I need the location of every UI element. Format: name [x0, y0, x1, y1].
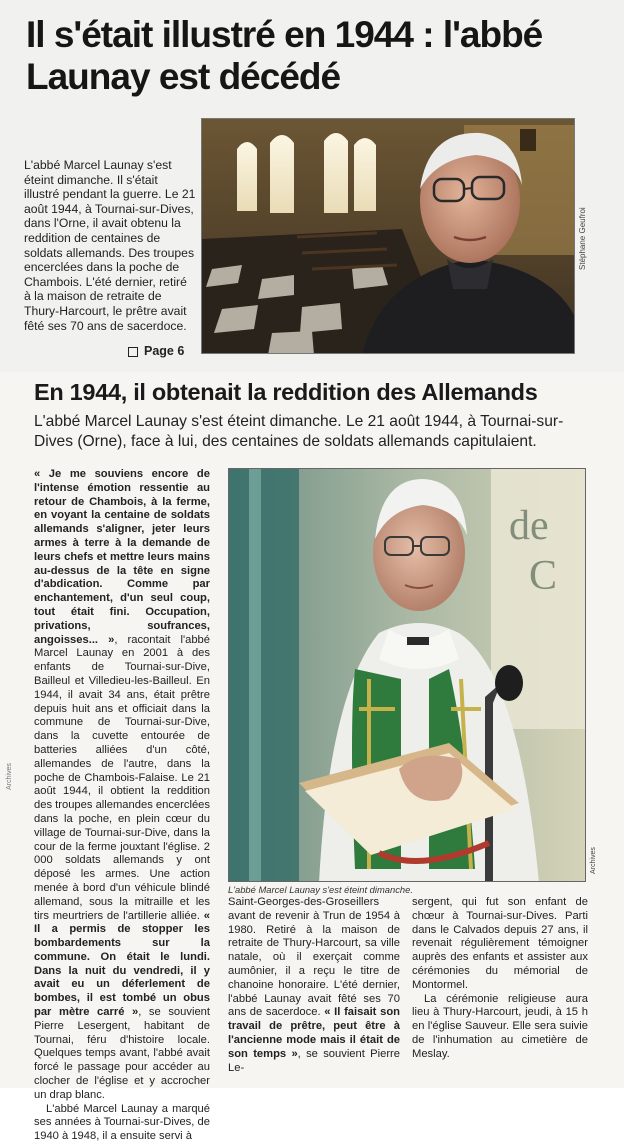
column-2-text-1: Saint-Georges-des-Groseillers avant de revenir à Trun de 1954 à 1980. Retiré à la maison de retraite de Thury-Harcourt, sa ville natale, où il exerçait comme aumônier, il a reçu le titre de chanoine honoraire. L'été dernier, l'abbé Launay avait fêté ses 70 ans de sacerdoce.: [228, 896, 400, 1019]
column-1-paragraph-2: L'abbé Marcel Launay a marqué ses années à Tournai-sur-Dives, de 1940 à 1948, il a ensuite servi à: [34, 1102, 210, 1143]
intro-paragraph: L'abbé Marcel Launay s'est éteint dimanche. Il s'était illustré pendant la guerre. Le 21 août 1944, à Tournai-sur-Dives, dans l'Orne, il avait obtenu la reddition de centaines de soldats allemands. Des troupes encerclées dans la poche de Chambois. L'été dernier, retiré à la maison de retraite de Thury-Harcourt, le prêtre avait fêté ses 70 ans de sacerdoce.: [24, 158, 196, 333]
page-reference: [128, 344, 184, 358]
page-reference-label: Page 6: [144, 344, 185, 358]
column-1-text-2: , se souvient Pierre Lesergent, habitant de Tournai, féru d'histoire locale. Quelques temps avant, l'abbé avait forcé le passage pour accéder au clocher de l'église et y accrocher un drap blanc.: [34, 1006, 210, 1101]
body-column-1: [34, 468, 210, 1144]
quote-his-time: « Il faisait son travail de prêtre, peut être à l'ancienne mode mais il était de son temps »: [228, 1006, 400, 1060]
quote-bombardments: « Il a permis de stopper les bombardements sur la commune. On était le lundi. Dans la nuit du vendredi, il y avait eu un déferlement de bombes, il est tombé un obus par mètre carré »: [34, 909, 210, 1019]
column-2-paragraph: [228, 896, 400, 1075]
photo-credit-bottom: Archives: [590, 847, 597, 874]
intro-text: [24, 158, 196, 333]
square-bullet-icon: [128, 347, 138, 357]
priest-vestments-image: [229, 469, 586, 882]
column-3-paragraph-1: sergent, qui fut son enfant de chœur à Tournai-sur-Dives. Parti dans le Calvados depuis 27 ans, il revenait régulièrement témoigner auprès des enfants et assister aux cérémonies du mémorial de Montormel.: [412, 896, 588, 991]
archives-side-label: Archives: [6, 763, 13, 790]
quote-emotion: « Je me souviens encore de l'intense émotion ressentie au retour de Chambois, à la ferme, en voyant la centaine de soldats allemands s'aligner, jeter leurs armes à terre à la demande de leurs chefs et mettre leurs mains au-dessus de la tête en signe d'abdication. Comme par enchantement, d'un seul coup, tout était fini. Occupation, privations, soufrances, angoisses... »: [34, 468, 210, 646]
column-1-text-1: , racontait l'abbé Marcel Launay en 2001 à des enfants de Tournai-sur-Dive, Bailleul et Villedieu-les-Bailleul. En 1944, il avait 34 ans, était prêtre depuis huit ans et officiait dans la commune de Tournai-sur-Dive, dans la cuvette entourée de batteries alliées d'un côté, allemandes de l'autre, dans la poche de Chambois-Falaise. Le 21 août 1944, il obtient la reddition des troupes allemandes encerclées dans la poche, en plein cœur du village de Tournai-sur-Dive, dans la cour de la ferme jouxtant l'église. 2 000 soldats allemands y ont déposé les armes. Une action menée à bord d'un véhicule blindé allemand, sous la mitraille et les tirs meurtriers de l'artillerie alliée.: [34, 633, 211, 922]
column-2-text-2: , se souvient Pierre Le-: [228, 1047, 401, 1074]
photo-priest-portrait: [201, 118, 575, 354]
headline-top: Il s'était illustré en 1944 : l'abbé Launay est décédé: [26, 14, 543, 97]
photo-caption: L'abbé Marcel Launay s'est éteint dimanche.: [228, 884, 413, 895]
body-column-3: [412, 896, 588, 1062]
photo-credit-top: Stéphane Geufroi: [578, 207, 587, 270]
column-3-paragraph-2: La cérémonie religieuse aura lieu à Thury-Harcourt, jeudi, à 15 h en l'église Sauveur. Elle sera suivie de l'inhumation au cimetière de Meslay.: [412, 992, 588, 1060]
column-1-paragraph-1: [34, 468, 210, 1103]
article-clipping-top: [0, 0, 624, 372]
headline-bottom: En 1944, il obtenait la reddition des Allemands: [34, 379, 538, 405]
chapel-portrait-image: [202, 119, 575, 354]
svg-text:de: de: [509, 503, 549, 549]
photo-priest-at-altar: [228, 468, 586, 882]
svg-text:C: C: [529, 553, 558, 599]
subheadline: L'abbé Marcel Launay s'est éteint dimanche. Le 21 août 1944, à Tournai-sur-Dives (Orne), face à lui, des centaines de soldats allemands capitulaient.: [34, 413, 564, 450]
body-column-2: [228, 896, 400, 1075]
